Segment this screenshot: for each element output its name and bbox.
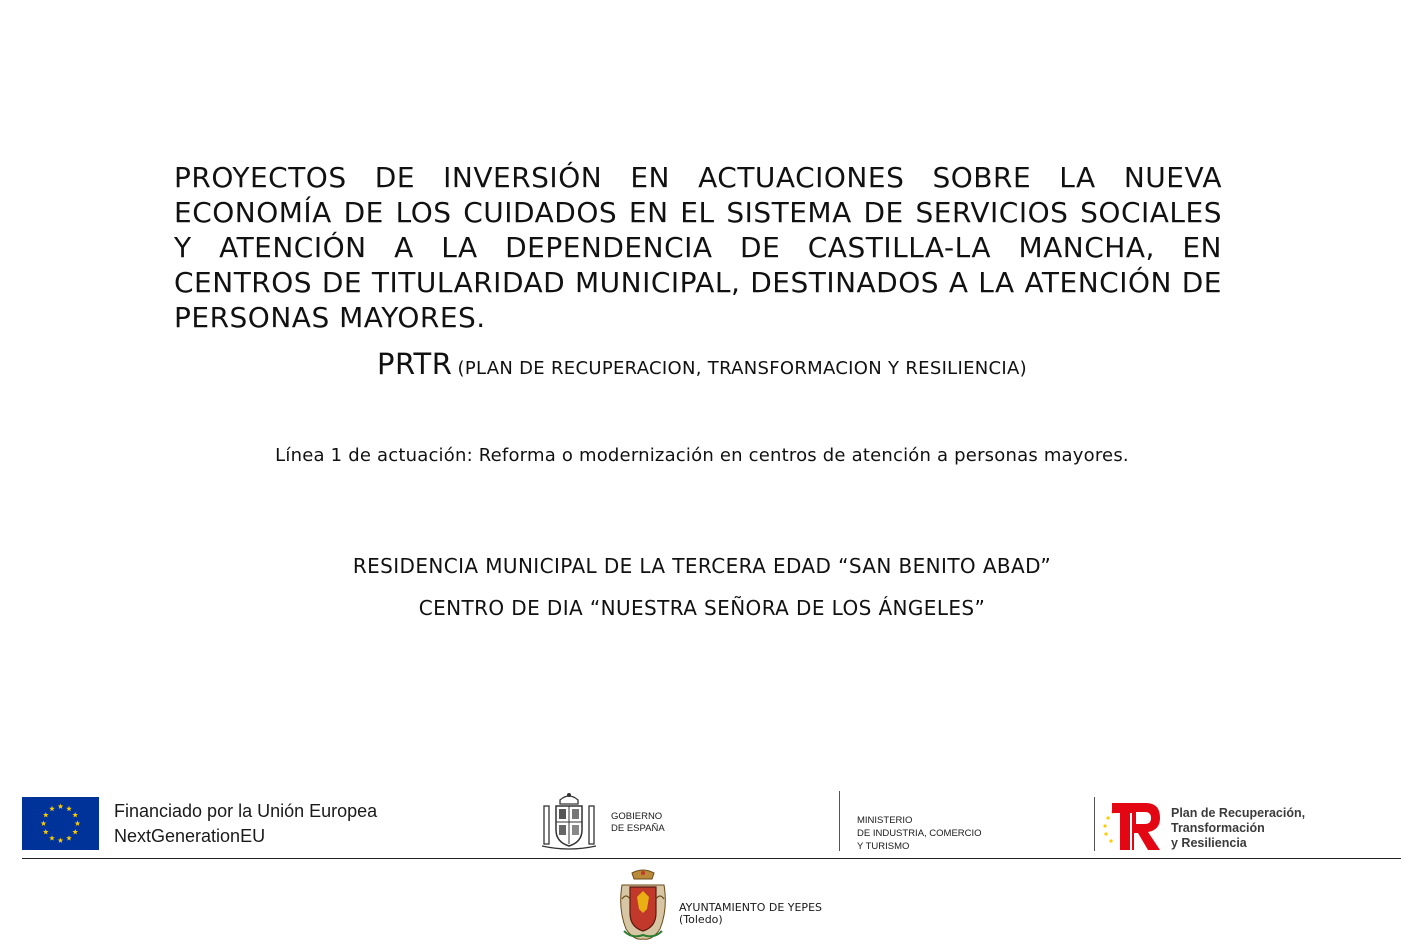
eu-star	[41, 821, 47, 826]
gobierno-line2: DE ESPAÑA	[611, 823, 665, 834]
prtr-logo-line1: Plan de Recuperación,	[1171, 806, 1306, 820]
eu-funding-line2: NextGenerationEU	[114, 826, 266, 846]
eu-star	[66, 806, 72, 811]
centro-dia-name: CENTRO DE DIA “NUESTRA SEÑORA DE LOS ÁNGELES”	[418, 596, 986, 620]
ayuntamiento-line1: AYUNTAMIENTO DE YEPES	[679, 901, 822, 914]
eu-star	[75, 821, 81, 826]
ministerio-text	[857, 814, 982, 853]
eu-star	[43, 812, 49, 817]
eu-star	[72, 829, 78, 834]
linea-actuacion: Línea 1 de actuación: Reforma o modernización en centros de atención a personas mayores.	[275, 445, 1129, 466]
eu-star	[43, 829, 49, 834]
prtr-heading	[0, 347, 1404, 381]
prtr-logo-text	[1171, 806, 1305, 851]
eu-star	[66, 835, 72, 840]
logo-divider	[839, 791, 840, 851]
logo-divider	[1094, 797, 1095, 851]
ayuntamiento-text	[679, 902, 822, 926]
spain-coat-of-arms-icon	[540, 790, 598, 852]
eu-star	[49, 835, 55, 840]
eu-funding-line1: Financiado por la Unión Europea	[114, 801, 378, 821]
prtr-acronym: PRTR	[377, 347, 453, 381]
eu-funding-text	[114, 799, 377, 849]
residencia-name: RESIDENCIA MUNICIPAL DE LA TERCERA EDAD “SAN BENITO ABAD”	[352, 554, 1052, 578]
eu-flag-icon	[22, 797, 99, 850]
eu-star	[49, 806, 55, 811]
yepes-crest-icon	[620, 869, 666, 942]
eu-star	[72, 812, 78, 817]
ministerio-line1: MINISTERIO	[857, 815, 913, 826]
ayuntamiento-line2: (Toledo)	[679, 913, 723, 926]
prtr-logo-line2: Transformación	[1171, 821, 1265, 835]
main-title: PROYECTOS DE INVERSIÓN EN ACTUACIONES SOBRE LA NUEVA ECONOMÍA DE LOS CUIDADOS EN EL SISTEMA DE SERVICIOS SOCIALES Y ATENCIÓN A LA DEPENDENCIA DE CASTILLA-LA MANCHA, EN CENTROS DE TITULARIDAD MUNICIPAL, DESTINADOS A LA ATENCIÓN DE PERSONAS MAYORES.	[174, 161, 1222, 334]
eu-star	[58, 838, 64, 843]
ministerio-line2: DE INDUSTRIA, COMERCIO	[857, 828, 982, 839]
eu-star	[58, 804, 64, 809]
gobierno-line1: GOBIERNO	[611, 811, 663, 822]
gobierno-text	[611, 811, 665, 835]
prtr-logo-icon	[1102, 800, 1162, 852]
footer-divider	[22, 858, 1401, 859]
ministerio-line3: Y TURISMO	[857, 841, 910, 852]
prtr-full-name: (PLAN DE RECUPERACION, TRANSFORMACION Y RESILIENCIA)	[457, 358, 1027, 379]
prtr-logo-line3: y Resiliencia	[1171, 836, 1247, 850]
